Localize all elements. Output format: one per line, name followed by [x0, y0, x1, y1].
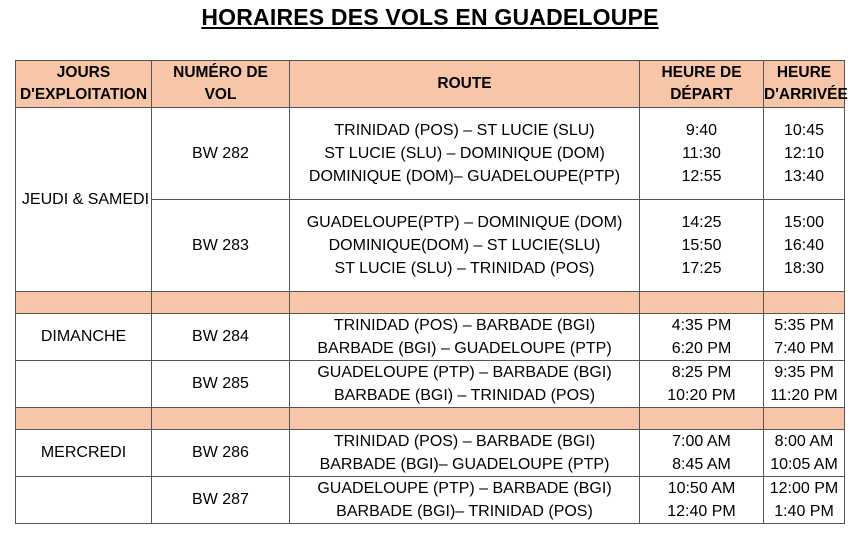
arrival-time: 12:00 PM	[769, 480, 839, 497]
header-flight-number	[152, 61, 290, 108]
departure-cell	[640, 108, 764, 200]
flight-schedule-table	[15, 60, 848, 524]
flight-row	[16, 477, 845, 524]
route-line: BARBADE (BGI) – TRINIDAD (POS)	[333, 387, 596, 404]
route-line: TRINIDAD (POS) – BARBADE (BGI)	[333, 317, 596, 334]
arrival-cell	[764, 430, 845, 477]
route-cell	[290, 108, 640, 200]
flight-number-cell: BW 284	[152, 314, 290, 361]
operating-days-cell: MERCREDI	[16, 430, 152, 477]
separator-cell	[764, 408, 845, 430]
departure-cell	[640, 361, 764, 408]
departure-cell	[640, 200, 764, 292]
route-line: BARBADE (BGI)– TRINIDAD (POS)	[336, 503, 593, 520]
departure-time: 17:25	[681, 260, 722, 277]
separator-cell	[16, 408, 152, 430]
route-line: TRINIDAD (POS) – ST LUCIE (SLU)	[334, 122, 595, 139]
separator-cell	[640, 408, 764, 430]
header-departure	[640, 61, 764, 108]
arrival-cell	[764, 361, 845, 408]
header-flight-line-1: NUMÉRO DE	[173, 64, 268, 81]
arrival-time: 12:10	[783, 145, 825, 162]
arrival-time: 1:40 PM	[774, 503, 834, 520]
flight-row	[16, 430, 845, 477]
route-cell	[290, 361, 640, 408]
route-line: GUADELOUPE (PTP) – BARBADE (BGI)	[317, 364, 612, 381]
arrival-cell	[764, 108, 845, 200]
flight-number-cell: BW 287	[152, 477, 290, 524]
separator-cell	[640, 292, 764, 314]
page-title: HORAIRES DES VOLS EN GUADELOUPE	[201, 4, 659, 30]
separator-cell	[152, 292, 290, 314]
arrival-time: 8:00 AM	[774, 433, 834, 450]
operating-days-cell-empty	[16, 361, 152, 408]
arrival-time: 13:40	[783, 168, 825, 185]
arrival-time: 10:05 AM	[770, 456, 838, 473]
separator-row	[16, 408, 845, 430]
operating-days-cell-empty	[16, 477, 152, 524]
header-row	[16, 61, 845, 108]
departure-time: 12:55	[681, 168, 722, 185]
separator-cell	[764, 292, 845, 314]
departure-time: 4:35 PM	[671, 317, 732, 334]
route-line: BARBADE (BGI) – GUADELOUPE (PTP)	[317, 340, 612, 357]
route-line: DOMINIQUE(DOM) – ST LUCIE(SLU)	[328, 237, 601, 254]
separator-row	[16, 292, 845, 314]
header-days-line-2: D'EXPLOITATION	[19, 86, 148, 103]
route-line: GUADELOUPE (PTP) – BARBADE (BGI)	[317, 480, 612, 497]
arrival-time: 7:40 PM	[774, 340, 834, 357]
separator-cell	[290, 408, 640, 430]
header-arrival	[764, 61, 848, 108]
header-arrival-line-1: HEURE	[776, 64, 832, 81]
route-line: ST LUCIE (SLU) – TRINIDAD (POS)	[334, 260, 595, 277]
arrival-time: 9:35 PM	[774, 364, 834, 381]
departure-time: 10:20 PM	[667, 387, 736, 404]
departure-cell	[640, 314, 764, 361]
header-departure-line-1: HEURE DE	[661, 64, 742, 81]
arrival-time: 10:45	[783, 122, 825, 139]
arrival-cell	[764, 477, 845, 524]
departure-time: 9:40	[685, 122, 718, 139]
route-cell	[290, 314, 640, 361]
route-cell	[290, 430, 640, 477]
operating-days-cell: DIMANCHE	[16, 314, 152, 361]
route-line: TRINIDAD (POS) – BARBADE (BGI)	[333, 433, 596, 450]
departure-time: 8:45 AM	[672, 456, 731, 473]
arrival-time: 15:00	[783, 214, 825, 231]
flight-row	[16, 108, 845, 200]
arrival-time: 11:20 PM	[770, 387, 838, 404]
operating-days-cell: JEUDI & SAMEDI	[16, 108, 152, 292]
flight-number-cell: BW 282	[152, 108, 290, 200]
header-arrival-line-2: D'ARRIVÉE	[764, 86, 848, 103]
arrival-time: 16:40	[783, 237, 825, 254]
flight-number-cell: BW 286	[152, 430, 290, 477]
separator-cell	[152, 408, 290, 430]
departure-time: 7:00 AM	[672, 433, 731, 450]
departure-time: 15:50	[681, 237, 722, 254]
departure-time: 14:25	[681, 214, 722, 231]
header-days-line-1: JOURS	[56, 64, 111, 81]
header-flight-line-2: VOL	[204, 86, 237, 103]
route-line: DOMINIQUE (DOM)– GUADELOUPE(PTP)	[308, 168, 621, 185]
departure-time: 8:25 PM	[671, 364, 732, 381]
arrival-cell	[764, 200, 845, 292]
flight-row	[16, 314, 845, 361]
header-departure-line-2: DÉPART	[670, 86, 733, 103]
departure-time: 6:20 PM	[671, 340, 732, 357]
departure-cell	[640, 430, 764, 477]
flight-row	[16, 361, 845, 408]
departure-cell	[640, 477, 764, 524]
separator-cell	[290, 292, 640, 314]
route-cell	[290, 477, 640, 524]
separator-cell	[16, 292, 152, 314]
arrival-cell	[764, 314, 845, 361]
route-line: ST LUCIE (SLU) – DOMINIQUE (DOM)	[324, 145, 605, 162]
flight-number-cell: BW 285	[152, 361, 290, 408]
header-route: ROUTE	[290, 61, 640, 108]
departure-time: 11:30	[682, 145, 721, 162]
header-days	[16, 61, 152, 108]
arrival-time: 5:35 PM	[774, 317, 834, 334]
route-line: GUADELOUPE(PTP) – DOMINIQUE (DOM)	[306, 214, 623, 231]
arrival-time: 18:30	[783, 260, 825, 277]
departure-time: 12:40 PM	[667, 503, 736, 520]
flight-number-cell: BW 283	[152, 200, 290, 292]
route-line: BARBADE (BGI)– GUADELOUPE (PTP)	[319, 456, 610, 473]
departure-time: 10:50 AM	[667, 480, 736, 497]
route-cell	[290, 200, 640, 292]
